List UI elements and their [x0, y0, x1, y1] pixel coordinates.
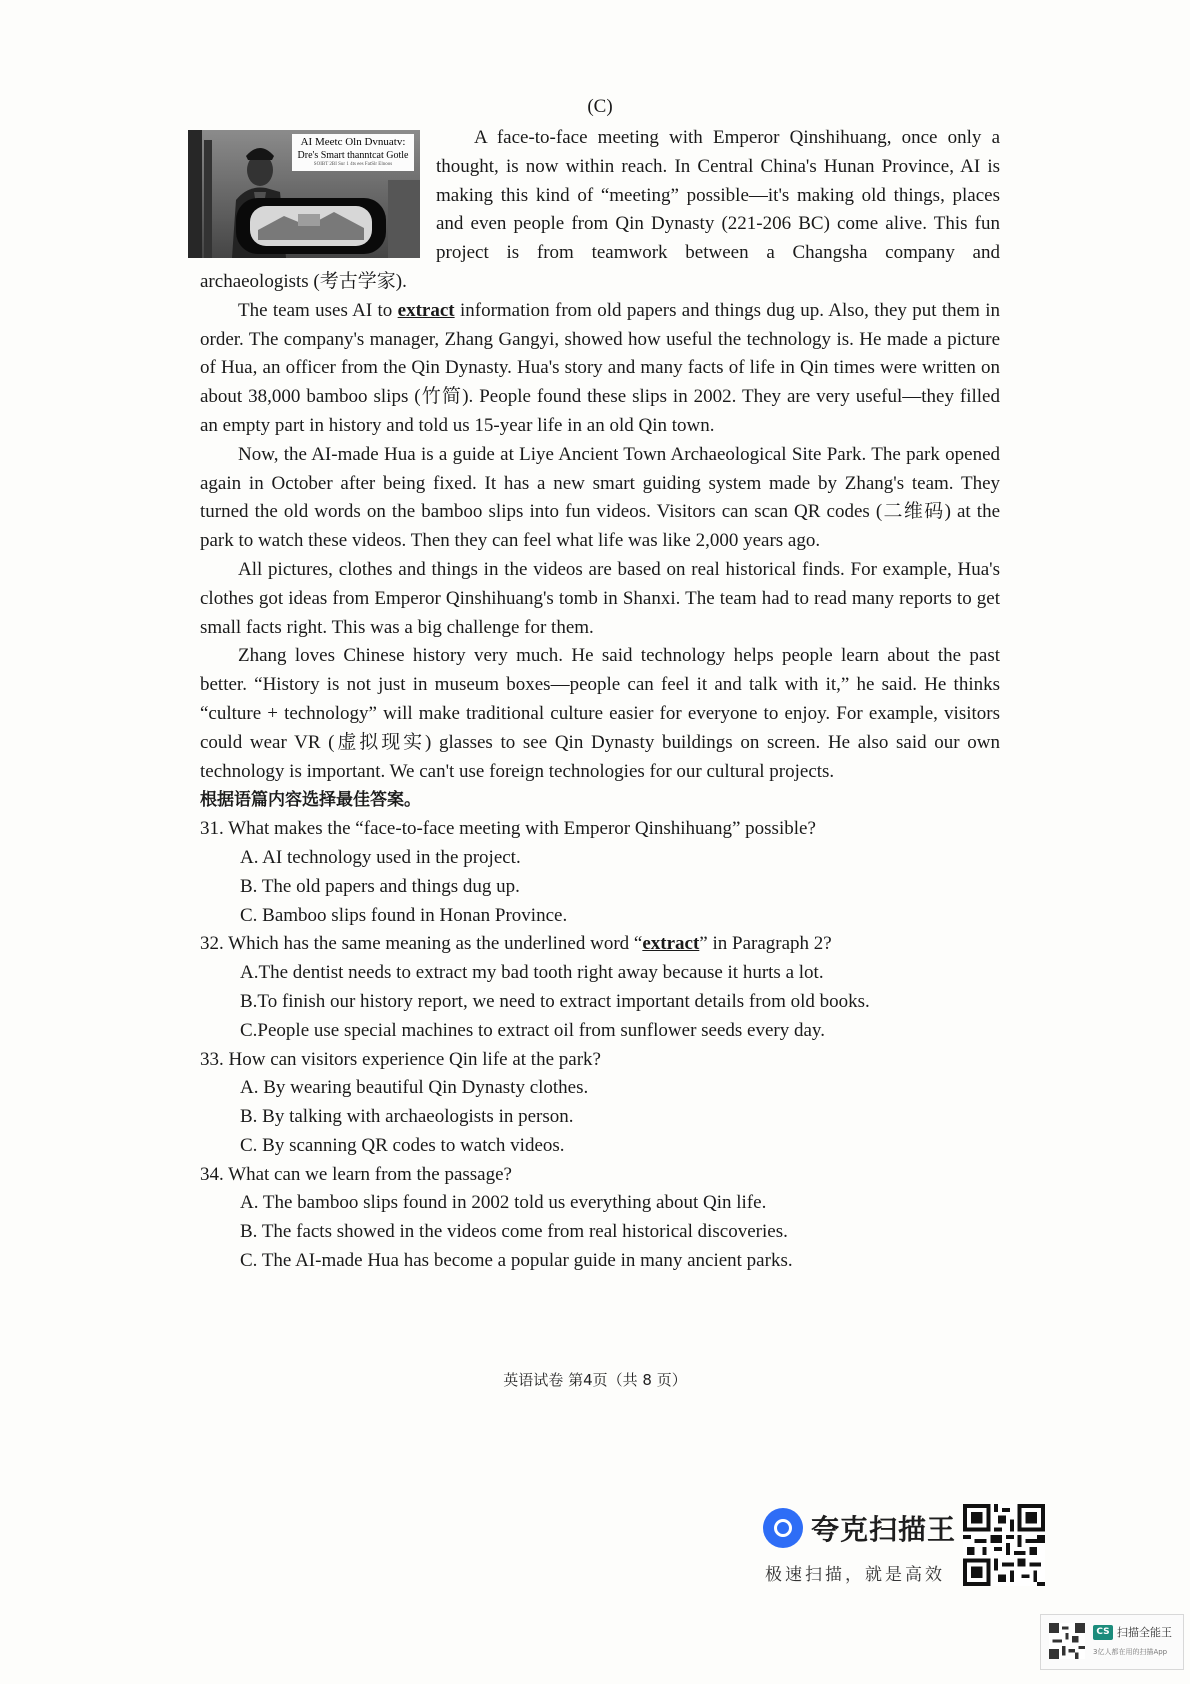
scanner-brand-name: 夸克扫描王 [811, 1513, 957, 1546]
option-c: C. By scanning QR codes to watch videos. [240, 1134, 565, 1156]
question-stem-a: 32. Which has the same meaning as the underlined word “ [200, 933, 643, 955]
section-label: (C) [587, 96, 613, 117]
scanner-slogan: 极速扫描，就是高效 [765, 1565, 945, 1585]
camscanner-subtitle: 3亿人都在用的扫描App [1093, 1648, 1168, 1656]
option-b: B.To finish our history report, we need to extract important details from old books. [240, 990, 870, 1012]
option-b: B. The old papers and things dug up. [240, 875, 520, 897]
paragraph-4: All pictures, clothes and things in the videos are based on real historical finds. For example, Hua's clothes got ideas from Emperor Qinshihuang's tomb in Shanxi. The team had to read many reports to get small facts right. This was a big challenge for them. [200, 558, 1000, 638]
question-31 [200, 815, 1000, 930]
photo-headline-line2: Dre's Smart thanntcat Gotle [297, 150, 409, 161]
scanner-logo-icon [763, 1508, 803, 1548]
paragraph-2-text-b: information from old papers and things dug up. Also, they put them in order. The company's manager, Zhang Gangyi, showed how useful the technology is. He made a picture of Hua, an officer from the Qin Dynasty. Hua's story and many facts of life in Qin times were written on about 38,000 bamboo slips (竹简). People found these slips in 2002. They are very useful—they filled an empty part in history and told us 15-year life in an old Qin town. [200, 299, 1000, 436]
question-32 [200, 930, 1000, 1045]
paragraph-2 [200, 297, 1000, 441]
question-stem-b: ” in Paragraph 2? [699, 933, 832, 955]
article-photo [188, 130, 420, 258]
qr-code-icon [963, 1504, 1045, 1586]
paragraph-3: Now, the AI-made Hua is a guide at Liye Ancient Town Archaeological Site Park. The park opened again in October after being fixed. It has a new smart guiding system made by Zhang's team. They turned the old words on the bamboo slips into fun videos. Visitors can scan QR codes (二维码) at the park to watch these videos. Then they can feel what life was like 2,000 years ago. [200, 443, 1000, 552]
camscanner-title: 扫描全能王 [1117, 1626, 1172, 1639]
paragraph-1: A face-to-face meeting with Emperor Qinshihuang, once only a thought, is now within reach. In Central China's Hunan Province, AI is making this kind of “meeting” possible—it's making old things, places and even people from Qin Dynasty (221-206 BC) come alive. This fun project is from teamwork between a Changsha company and archaeologists (考古学家). [200, 127, 1000, 292]
question-33 [200, 1046, 1000, 1161]
question-stem: 34. What can we learn from the passage? [200, 1163, 512, 1185]
option-a: A.The dentist needs to extract my bad tooth right away because it hurts a lot. [240, 962, 824, 984]
option-a: A. AI technology used in the project. [240, 846, 521, 868]
option-b: B. By talking with archaeologists in person. [240, 1106, 574, 1128]
exam-page [200, 96, 1000, 1276]
paragraph-2-text-a: The team uses AI to [238, 299, 398, 321]
instruction: 根据语篇内容选择最佳答案。 [200, 790, 421, 811]
paragraph-5: Zhang loves Chinese history very much. He said technology helps people learn about the past better. “History is not just in museum boxes—people can feel it and talk with it,” he said. He thinks “culture + technology” will make traditional culture easier for everyone to enjoy. For example, visitors could wear VR (虚拟现实) glasses to see Qin Dynasty buildings on screen. He also said our own technology is important. We can't use foreign technologies for our cultural projects. [200, 645, 1000, 782]
page-footer: 英语试卷 第4页（共 8 页） [503, 1371, 687, 1389]
photo-headline [292, 134, 414, 171]
scanner-watermark [763, 1504, 1053, 1594]
camscanner-logo-icon: CS [1093, 1625, 1113, 1640]
option-a: A. By wearing beautiful Qin Dynasty clothes. [240, 1077, 589, 1099]
question-stem [200, 930, 1000, 959]
option-b: B. The facts showed in the videos come from real historical discoveries. [240, 1221, 788, 1243]
photo-headline-line1: AI Meetc Oln Dvnuatv: [300, 136, 406, 148]
photo-caption: SOIBT 2BI Sur 1 4ts ees FatSlr Elnoos [313, 162, 393, 167]
question-34 [200, 1161, 1000, 1276]
option-a: A. The bamboo slips found in 2002 told us everything about Qin life. [240, 1192, 767, 1214]
camscanner-badge [1040, 1614, 1184, 1670]
option-c: C.People use special machines to extract oil from sunflower seeds every day. [240, 1019, 825, 1041]
question-stem: 31. What makes the “face-to-face meeting with Emperor Qinshihuang” possible? [200, 818, 816, 840]
question-stem: 33. How can visitors experience Qin life at the park? [200, 1048, 601, 1070]
option-c: C. Bamboo slips found in Honan Province. [240, 904, 568, 926]
underlined-word: extract [397, 299, 455, 321]
option-c: C. The AI-made Hua has become a popular guide in many ancient parks. [240, 1250, 793, 1272]
underlined-word: extract [642, 933, 700, 955]
qr-code-icon [1049, 1623, 1085, 1659]
